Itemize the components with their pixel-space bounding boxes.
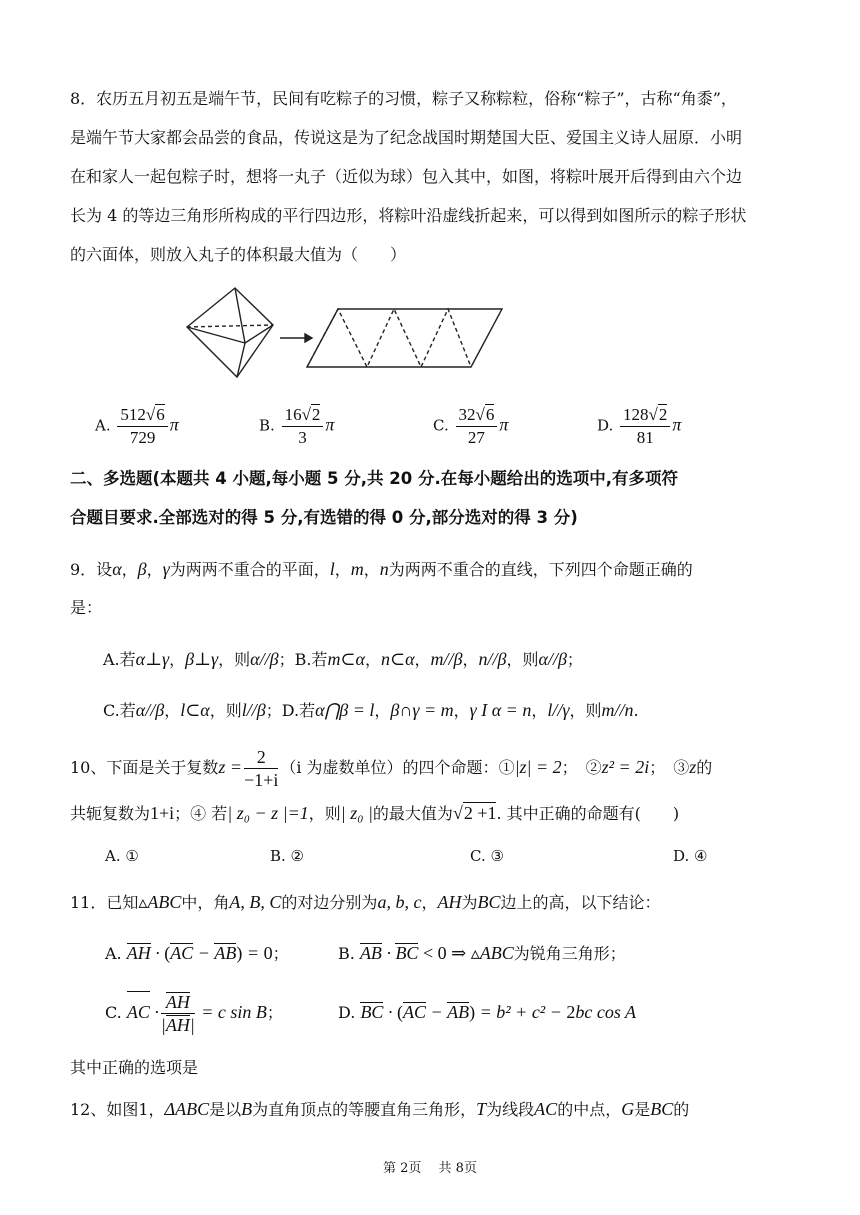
q8-option-c[interactable]: C. $\frac{32√6}{27}$ π xyxy=(433,405,509,447)
q8-line-3: 在和家人一起包粽子时，想将一丸子（近似为球）包入其中，如图，将粽叶展开后得到由六个边 xyxy=(70,167,743,186)
q11-stem: 11．已知▵ABC中，角A, B, C的对边分别为a, b, c，AH为BC边上的高，以下结论： xyxy=(70,892,661,912)
q10-stem-line-2: 共轭复数为1+i；④ 若| z₀ − z |=1，则| z₀ |的最大值为√2 +1. 其中正确的命题有( ) xyxy=(70,803,680,823)
page-footer: 第 2页 共 8页 xyxy=(383,1161,477,1176)
q9-option-d[interactable]: ；D.若α⋂β = l，β∩γ = m，γ I α = n，l//γ，则m//n. xyxy=(265,700,639,720)
q9-option-b[interactable]: ；B.若m⊂α，n⊂α，m//β，n//β，则α//β； xyxy=(278,649,583,669)
q11-option-b[interactable]: B. AB · BC < 0 ⇒ ▵ABC为锐角三角形； xyxy=(338,943,626,963)
q8-line-2: 是端午节大家都会品尝的食品，传说这是为了纪念战国时期楚国大臣、爱国主义诗人屈原．小明 xyxy=(70,128,743,147)
q11-option-d[interactable]: D. BC · (AC − AB) = b² + c² − 2bc cos A xyxy=(338,1002,637,1022)
q11-option-c[interactable]: C. AC · $\frac{AH}{|AH|}$ = c sin B； xyxy=(105,992,283,1035)
q8-option-b[interactable]: B. $\frac{16√2}{3}$ π xyxy=(259,405,335,447)
q10-option-d[interactable]: D. ④ xyxy=(673,847,708,865)
q12-stem: 12、如图1，ΔABC是以B为直角顶点的等腰直角三角形，T为线段AC的中点，G是BC的 xyxy=(70,1099,690,1119)
q9-options-cd xyxy=(103,699,639,722)
q8-option-d[interactable]: D. $\frac{128√2}{81}$ π xyxy=(597,405,682,447)
q10-option-b[interactable]: B. ② xyxy=(270,847,305,865)
q11-option-a[interactable]: A. AH · (AC − AB) = 0； xyxy=(105,943,289,963)
q10-option-c[interactable]: C. ③ xyxy=(470,847,504,865)
arrow-right-icon xyxy=(280,334,312,342)
section-2-header-line-1: 二、多选题(本题共 4 小题,每小题 5 分,共 20 分.在每小题给出的选项中,有多项符 xyxy=(70,469,679,488)
q8-line-1: 8．农历五月初五是端午节，民间有吃粽子的习惯，粽子又称粽粒，俗称“粽子”，古称“角黍”， xyxy=(70,89,737,108)
q9-stem-line-2: 是： xyxy=(70,598,103,617)
zongzi-figure xyxy=(185,285,505,385)
section-2-header-line-2: 合题目要求.全部选对的得 5 分,有选错的得 0 分,部分选对的得 3 分) xyxy=(70,508,578,527)
q10-option-a[interactable]: A. ① xyxy=(105,847,139,865)
q9-option-a[interactable]: A.若α⊥γ，β⊥γ，则α//β xyxy=(103,649,279,669)
q8-option-a[interactable]: A. $\frac{512√6}{729}$ π xyxy=(95,405,179,447)
hexahedron-diagram xyxy=(187,288,273,377)
q9-options-ab xyxy=(103,648,583,671)
q10-stem-line-1: 10、下面是关于复数z = $\frac{2}{-1+i}$ （i 为虚数单位）的四个命题：①|z| = 2； ②z² = 2i； ③z的 xyxy=(70,747,713,790)
q11-after: 其中正确的选项是 xyxy=(70,1058,199,1077)
q9-option-c[interactable]: C.若α//β，l⊂α，则l//β xyxy=(103,700,266,720)
q9-stem-line-1: 9．设α，β，γ为两两不重合的平面，l，m，n为两两不重合的直线，下列四个命题正确的 xyxy=(70,559,693,579)
q8-line-5: 的六面体，则放入丸子的体积最大值为（ ） xyxy=(70,245,407,264)
q8-line-4: 长为 4 的等边三角形所构成的平行四边形，将粽叶沿虚线折起来，可以得到如图所示的粽子形状 xyxy=(70,206,747,225)
parallelogram-net xyxy=(307,309,502,367)
